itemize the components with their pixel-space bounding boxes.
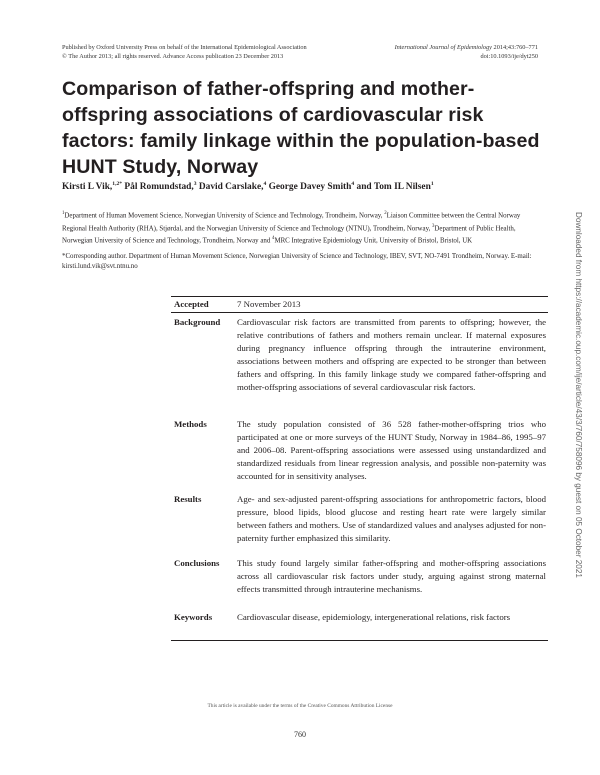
- abstract-top-rule: [171, 296, 548, 297]
- journal-info: [395, 43, 538, 61]
- author-affiliation-mark: 1,2*: [112, 181, 123, 187]
- publisher-info: [62, 43, 307, 61]
- affiliation-text: Department of Public Health, Norwegian University of Science and Technology, Trondheim, Norway and: [62, 225, 516, 245]
- article-title: Comparison of father-offspring and mother-offspring associations of cardiovascular risk factors: family linkage within the population-based HUNT Study, Norway: [62, 78, 540, 178]
- abstract-bottom-rule: [171, 640, 548, 641]
- conclusions-label: Conclusions: [174, 558, 220, 568]
- author-name: Pål Romundstad,: [124, 182, 194, 193]
- author-affiliation-mark: 4: [351, 181, 355, 187]
- author-name: Tom IL Nilsen: [373, 182, 431, 193]
- publisher-line: Published by Oxford University Press on behalf of the International Epidemiological Association: [62, 44, 307, 51]
- results-label: Results: [174, 494, 202, 504]
- author-affiliation-mark: 4: [263, 181, 267, 187]
- journal-volume: 2014;43:760–771: [491, 44, 538, 51]
- author-name: David Carslake,: [198, 182, 264, 193]
- page-number: 760: [294, 730, 306, 739]
- author-name: Kirsti L Vik,: [62, 182, 113, 193]
- author-list: [62, 181, 434, 192]
- affiliation-text: MRC Integrative Epidemiology Unit, University of Bristol, Bristol, UK: [274, 237, 473, 245]
- accepted-label: Accepted: [174, 299, 209, 309]
- journal-citation: [395, 43, 538, 52]
- affiliation-mark: 4: [272, 236, 275, 242]
- keywords-label: Keywords: [174, 612, 213, 622]
- methods-label: Methods: [174, 419, 207, 429]
- background-label: Background: [174, 317, 221, 327]
- abstract-divider: [171, 312, 548, 313]
- affiliation-mark: 3: [432, 223, 435, 229]
- copyright-line: © The Author 2013; all rights reserved. Advance Access publication 23 December 2013: [62, 53, 284, 60]
- accepted-date: 7 November 2013: [237, 299, 301, 309]
- doi[interactable]: doi:10.1093/ije/dyt250: [480, 53, 538, 60]
- affiliation-mark: 2: [384, 211, 387, 216]
- journal-name: International Journal of Epidemiology: [394, 44, 492, 51]
- affiliation-text: Department of Human Movement Science, Norwegian University of Science and Technology, Trondheim, Norway,: [64, 212, 385, 220]
- corresponding-author: *Corresponding author. Department of Human Movement Science, Norwegian University of Science and Technology, IBEV, SVT, NO-7491 Trondheim, Norway. E-mail: kirsti.lund.vik@svt.ntnu.no: [62, 253, 532, 271]
- affiliations: [62, 209, 540, 247]
- author-affiliation-mark: 3: [193, 181, 197, 187]
- author-conjunction: and: [356, 182, 372, 193]
- author-affiliation-mark: 1: [430, 181, 434, 187]
- conclusions-text: This study found largely similar father-offspring and mother-offspring associations across all cardiovascular risk factors under study, arguing against strong maternal effects transmitted through intrauterine mechanisms.: [237, 558, 546, 594]
- download-watermark: Downloaded from https://academic.oup.com/ije/article/43/3/760/758096 by guest on 05 October 2021: [574, 212, 583, 578]
- affiliation-mark: 1: [62, 211, 65, 216]
- author-name: George Davey Smith: [268, 182, 352, 193]
- background-text: Cardiovascular risk factors are transmitted from parents to offspring; however, the relative contributions of fathers and mothers remain unclear. If maternal exposures during pregnancy influence offspring through the intrauterine environment, associations between mothers and offspring are expected to be stronger than between fathers and offspring. In this family linkage study we compared father-offspring and mother-offspring associations of several cardiovascular risk factors.: [237, 317, 546, 392]
- results-text: Age- and sex-adjusted parent-offspring associations for anthropometric factors, blood pressure, blood lipids, blood glucose and resting heart rate were largely similar between fathers and mothers. Use of standardized values and analyses adjusted for non-paternity further emphasized this similarity.: [237, 494, 547, 543]
- affiliation-text: Liaison Committee between the Central Norway Regional Health Authority (RHA), Stjørdal, and the Norwegian University of Science and Technology (NTNU), Trondheim, Norway,: [62, 212, 521, 232]
- methods-text: The study population consisted of 36 528 father-mother-offspring trios who participated at one or more surveys of the HUNT Study, Norway in 1984–86, 1995–97 and 2006–08. Parent-offspring associations were assessed using unstandardized and standardized residuals from linear regression analysis, and possible non-paternity was accounted for in sensitivity analyses.: [237, 419, 546, 481]
- license-footer: This article is available under the terms of the Creative Commons Attribution License: [207, 703, 393, 709]
- keywords-text: Cardiovascular disease, epidemiology, intergenerational relations, risk factors: [237, 612, 511, 622]
